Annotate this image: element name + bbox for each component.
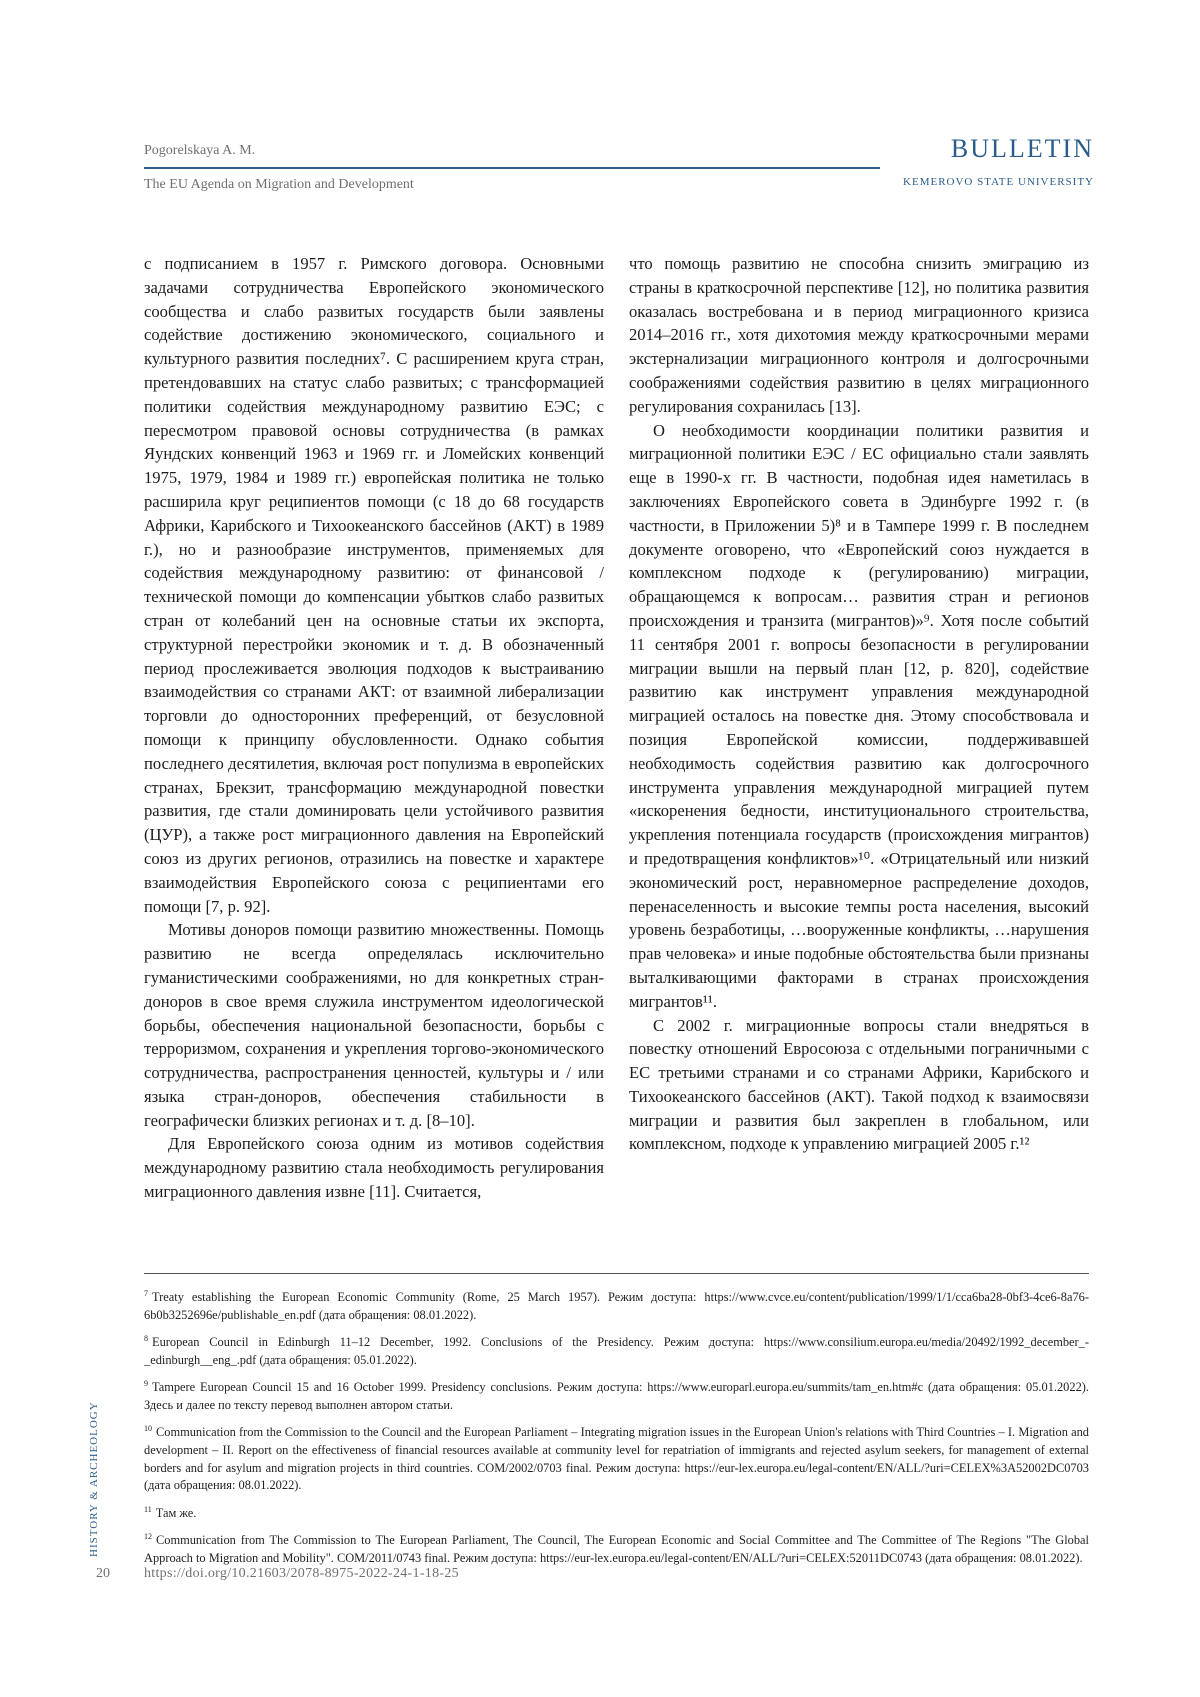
paragraph: О необходимости координации политики развития и миграционной политики ЕЭС / ЕС официально стали заявлять еще в 1990-х гг. В частности, подобная идея наметилась в заключениях Европейского совета в Эдинбурге 1992 г. (в частности, в Приложении 5)⁸ и в Тампере 1999 г. В последнем документе оговорено, что «Европейский союз нуждается в комплексном подходе к (регулированию) миграции, обращающемся к вопросам… развития стран и регионов происхождения и транзита (мигрантов)»⁹. Хотя после событий 11 сентября 2001 г. вопросы безопасности в регулировании миграции вышли на первый план [12, p. 820], содействие развитию как инструмент управления международной миграцией осталось на повестке дня. Этому способствовала и позиция Европейской комиссии, поддерживавшей необходимость содействия развитию как долгосрочного инструмента управления международной миграцией путем «искоренения бедности, институционального строительства, укрепления потенциала государств (происхождения мигрантов) и предотвращения конфликтов»¹⁰. «Отрицательный или низкий экономический рост, неравномерное распределение доходов, перенаселенность и высокие темпы роста населения, высокий уровень безработицы, …вооруженные конфликты, …нарушения прав человека» и иные подобные обстоятельства были признаны выталкивающими факторами в странах происхождения мигрантов¹¹.	[629, 419, 1089, 1014]
footnote	[144, 1501, 1089, 1523]
journal-subtitle: KEMEROVO STATE UNIVERSITY	[903, 176, 1094, 188]
article-title: The EU Agenda on Migration and Development	[144, 177, 880, 193]
journal-name: BULLETIN	[903, 134, 1094, 164]
paragraph: С 2002 г. миграционные вопросы стали внедряться в повестку отношений Евросоюза с отдельными пограничными с ЕС третьими странами и со странами Африки, Карибского и Тихоокеанского бассейнов (АКТ). Такой подход к взаимосвязи миграции и развития был закреплен в глобальном, или комплексном, подходе к управлению миграцией 2005 г.¹²	[629, 1014, 1089, 1157]
footnote-number: 9	[144, 1379, 148, 1388]
paragraph: с подписанием в 1957 г. Римского договора. Основными задачами сотрудничества Европейского экономического сообщества и слабо развитых государств были заявлены содействие достижению экономического, социального и культурного развития последних⁷. С расширением круга стран, претендовавших на статус слабо развитых; с трансформацией политики содействия международному развитию ЕЭС; с пересмотром правовой основы сотрудничества (в рамках Яундских конвенций 1963 и 1969 гг. и Ломейских конвенций 1975, 1979, 1984 и 1989 гг.) европейская политика не только расширила круг реципиентов помощи (с 18 до 68 государств Африки, Карибского и Тихоокеанского бассейнов (АКТ) в 1989 г.), но и разнообразие инструментов, применяемых для содействия международному развитию: от финансовой / технической помощи до компенсации убытков слабо развитых стран от колебаний цен на основные статьи их экспорта, структурной перестройки экономик и т. д. В обозначенный период прослеживается эволюция подходов к выстраиванию взаимодействия со странами АКТ: от взаимной либерализации торговли до односторонних преференций, от безусловной помощи к принципу обусловленности. Однако события последнего десятилетия, включая рост популизма в европейских странах, Брекзит, трансформацию международной повестки развития, где стали доминировать цели устойчивого развития (ЦУР), а также рост миграционного давления на Европейский союз из других регионов, отразились на повестке и характере взаимодействия Европейского союза с реципиентами его помощи [7, p. 92].	[144, 252, 604, 918]
paragraph: Для Европейского союза одним из мотивов содействия международному развитию стала необходимость регулирования миграционного давления извне [11]. Считается,	[144, 1132, 604, 1203]
footnote-number: 8	[144, 1334, 148, 1343]
header-rule	[144, 167, 880, 169]
running-header	[144, 143, 880, 193]
doi-link[interactable]: https://doi.org/10.21603/2078-8975-2022-24-1-18-25	[144, 1566, 459, 1582]
footnote-text: Communication from the Commission to the Council and the European Parliament – Integrating migration issues in the European Union's relations with Third Countries – I. Migration and development – II. Report on the effectiveness of financial resources available at community level for repatriation of immigrants and rejected asylum seekers, for management of external borders and for asylum and migration projects in third countries. COM/2002/0703 final. Режим доступа: https://eur-lex.europa.eu/legal-content/EN/ALL/?uri=CELEX%3A52002DC0703 (дата обращения: 08.01.2022).	[144, 1426, 1089, 1493]
footnote-text: Treaty establishing the European Economic Community (Rome, 25 March 1957). Режим доступа: https://www.cvce.eu/content/publication/1999/1/1/cca6ba28-0bf3-4ce6-8a76-6b0b3252696e/publishable_en.pdf (дата обращения: 08.01.2022).	[144, 1290, 1089, 1322]
footnote	[144, 1285, 1089, 1324]
body-column-left	[144, 252, 604, 1204]
footnote	[144, 1528, 1089, 1567]
footnotes-divider	[144, 1273, 1089, 1274]
journal-brand	[903, 134, 1094, 188]
page-number: 20	[96, 1566, 110, 1582]
footnotes	[144, 1285, 1089, 1573]
body-column-right	[629, 252, 1089, 1156]
footnote-text: European Council in Edinburgh 11–12 December, 1992. Conclusions of the Presidency. Режим доступа: https://www.consilium.europa.eu/media/20492/1992_december_-_edinburgh__eng_.pdf (дата обращения: 05.01.2022).	[144, 1335, 1089, 1367]
footnote-text: Communication from The Commission to The European Parliament, The Council, The European Economic and Social Committee and The Committee of The Regions "The Global Approach to Migration and Mobility". COM/2011/0743 final. Режим доступа: https://eur-lex.europa.eu/legal-content/EN/ALL/?uri=CELEX:52011DC0743 (дата обращения: 08.01.2022).	[144, 1533, 1089, 1565]
footnote-number: 10	[144, 1424, 152, 1433]
paragraph: что помощь развитию не способна снизить эмиграцию из страны в краткосрочной перспективе [12], но политика развития оказалась востребована и в период миграционного кризиса 2014–2016 гг., хотя дихотомия между краткосрочными мерами экстернализации миграционного контроля и долгосрочными соображениями содействия развитию в целях миграционного регулирования сохранилась [13].	[629, 252, 1089, 419]
author-name: Pogorelskaya A. M.	[144, 143, 880, 159]
footnote-text: Там же.	[156, 1506, 197, 1520]
footnote	[144, 1330, 1089, 1369]
footnote	[144, 1420, 1089, 1494]
section-side-label: HISTORY & ARCHEOLOGY	[88, 1401, 100, 1557]
footnote-number: 7	[144, 1289, 148, 1298]
footnote-number: 11	[144, 1505, 152, 1514]
footnote-number: 12	[144, 1532, 152, 1541]
footnote	[144, 1375, 1089, 1414]
footnote-text: Tampere European Council 15 and 16 October 1999. Presidency conclusions. Режим доступа: https://www.europarl.europa.eu/summits/tam_en.htm#c (дата обращения: 05.01.2022). Здесь и далее по тексту перевод выполнен автором статьи.	[144, 1380, 1089, 1412]
paragraph: Мотивы доноров помощи развитию множественны. Помощь развитию не всегда определялась исключительно гуманистическими соображениями, но для конкретных стран-доноров в свое время служила инструментом идеологической борьбы, обеспечения национальной безопасности, борьбы с терроризмом, сохранения и укрепления торгово-экономического сотрудничества, распространения ценностей, культуры и / или языка стран-доноров, обеспечения стабильности в географически близких регионах и т. д. [8–10].	[144, 918, 604, 1132]
